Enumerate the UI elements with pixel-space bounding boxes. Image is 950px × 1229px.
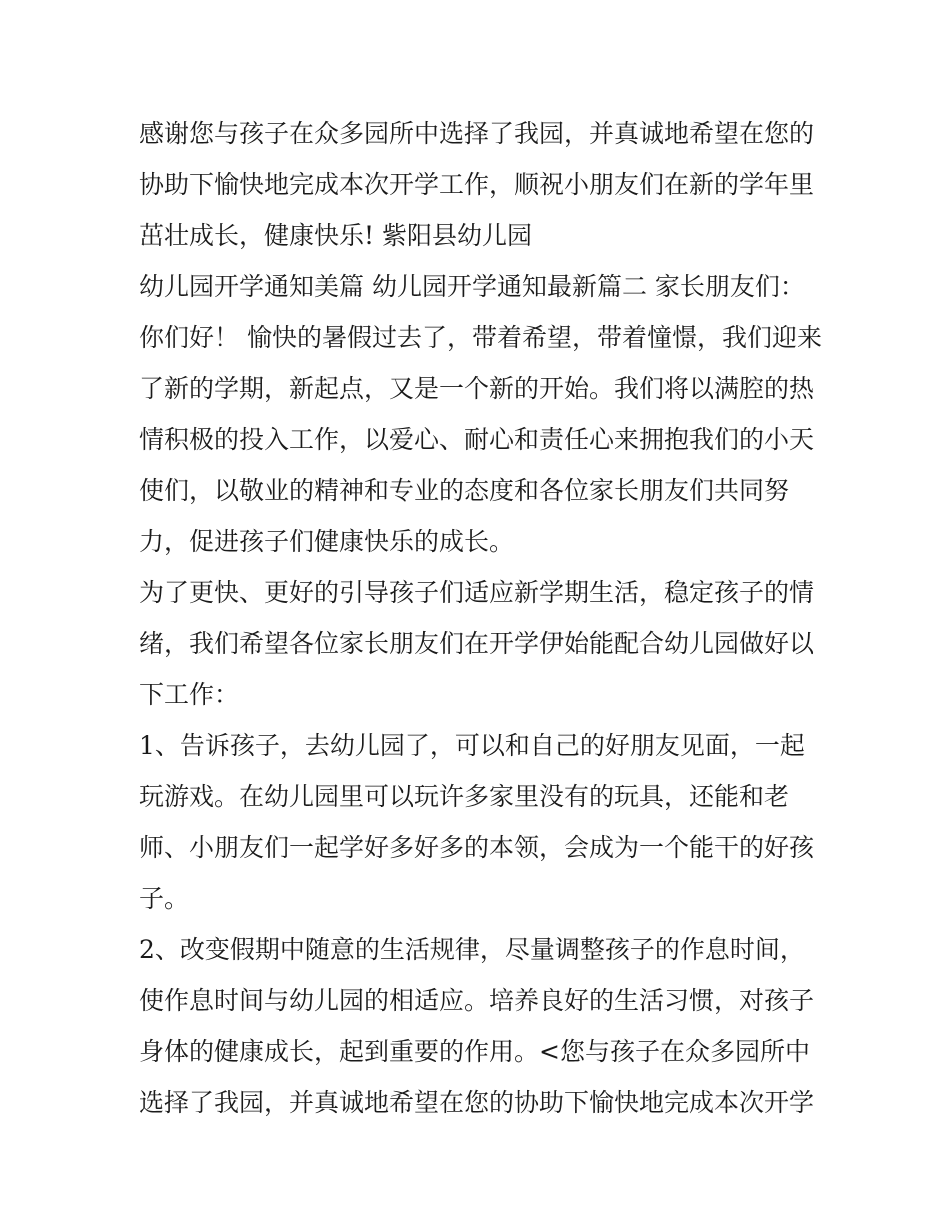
text-line: 了新的学期，新起点，又是一个新的开始。我们将以满腔的热 bbox=[139, 374, 815, 403]
text-line: 情积极的投入工作，以爱心、耐心和责任心来拥抱我们的小天 bbox=[139, 425, 815, 454]
text-line: 1、告诉孩子，去幼儿园了，可以和自己的好朋友见面，一起 bbox=[139, 731, 805, 760]
text-line: 感谢您与孩子在众多园所中选择了我园，并真诚地希望在您的 bbox=[139, 119, 815, 148]
text-line: 为了更快、更好的引导孩子们适应新学期生活，稳定孩子的情 bbox=[139, 578, 815, 607]
text-line: 幼儿园开学通知美篇 幼儿园开学通知最新篇二 家长朋友们： bbox=[139, 272, 805, 301]
text-line: 茁壮成长，健康快乐! 紫阳县幼儿园 bbox=[139, 221, 532, 250]
text-line: 选择了我园，并真诚地希望在您的协助下愉快地完成本次开学 bbox=[139, 1088, 815, 1117]
document-body bbox=[139, 108, 829, 1128]
text-line: 使作息时间与幼儿园的相适应。培养良好的生活习惯，对孩子 bbox=[139, 986, 815, 1015]
text-line: 协助下愉快地完成本次开学工作，顺祝小朋友们在新的学年里 bbox=[139, 170, 815, 199]
text-line: 绪，我们希望各位家长朋友们在开学伊始能配合幼儿园做好以 bbox=[139, 629, 815, 658]
text-line: 下工作： bbox=[139, 680, 240, 709]
text-line: 你们好！ 愉快的暑假过去了，带着希望，带着憧憬，我们迎来 bbox=[139, 323, 822, 352]
text-line: 使们，以敬业的精神和专业的态度和各位家长朋友们共同努 bbox=[139, 476, 790, 505]
text-line: 力，促进孩子们健康快乐的成长。 bbox=[139, 527, 515, 556]
text-line: 师、小朋友们一起学好多好多的本领，会成为一个能干的好孩 bbox=[139, 833, 815, 862]
text-line: 身体的健康成长，起到重要的作用。<您与孩子在众多园所中 bbox=[139, 1037, 810, 1066]
text-line: 玩游戏。在幼儿园里可以玩许多家里没有的玩具，还能和老 bbox=[139, 782, 790, 811]
text-line: 子。 bbox=[139, 884, 190, 913]
text-line: 2、改变假期中随意的生活规律，尽量调整孩子的作息时间， bbox=[139, 935, 805, 964]
